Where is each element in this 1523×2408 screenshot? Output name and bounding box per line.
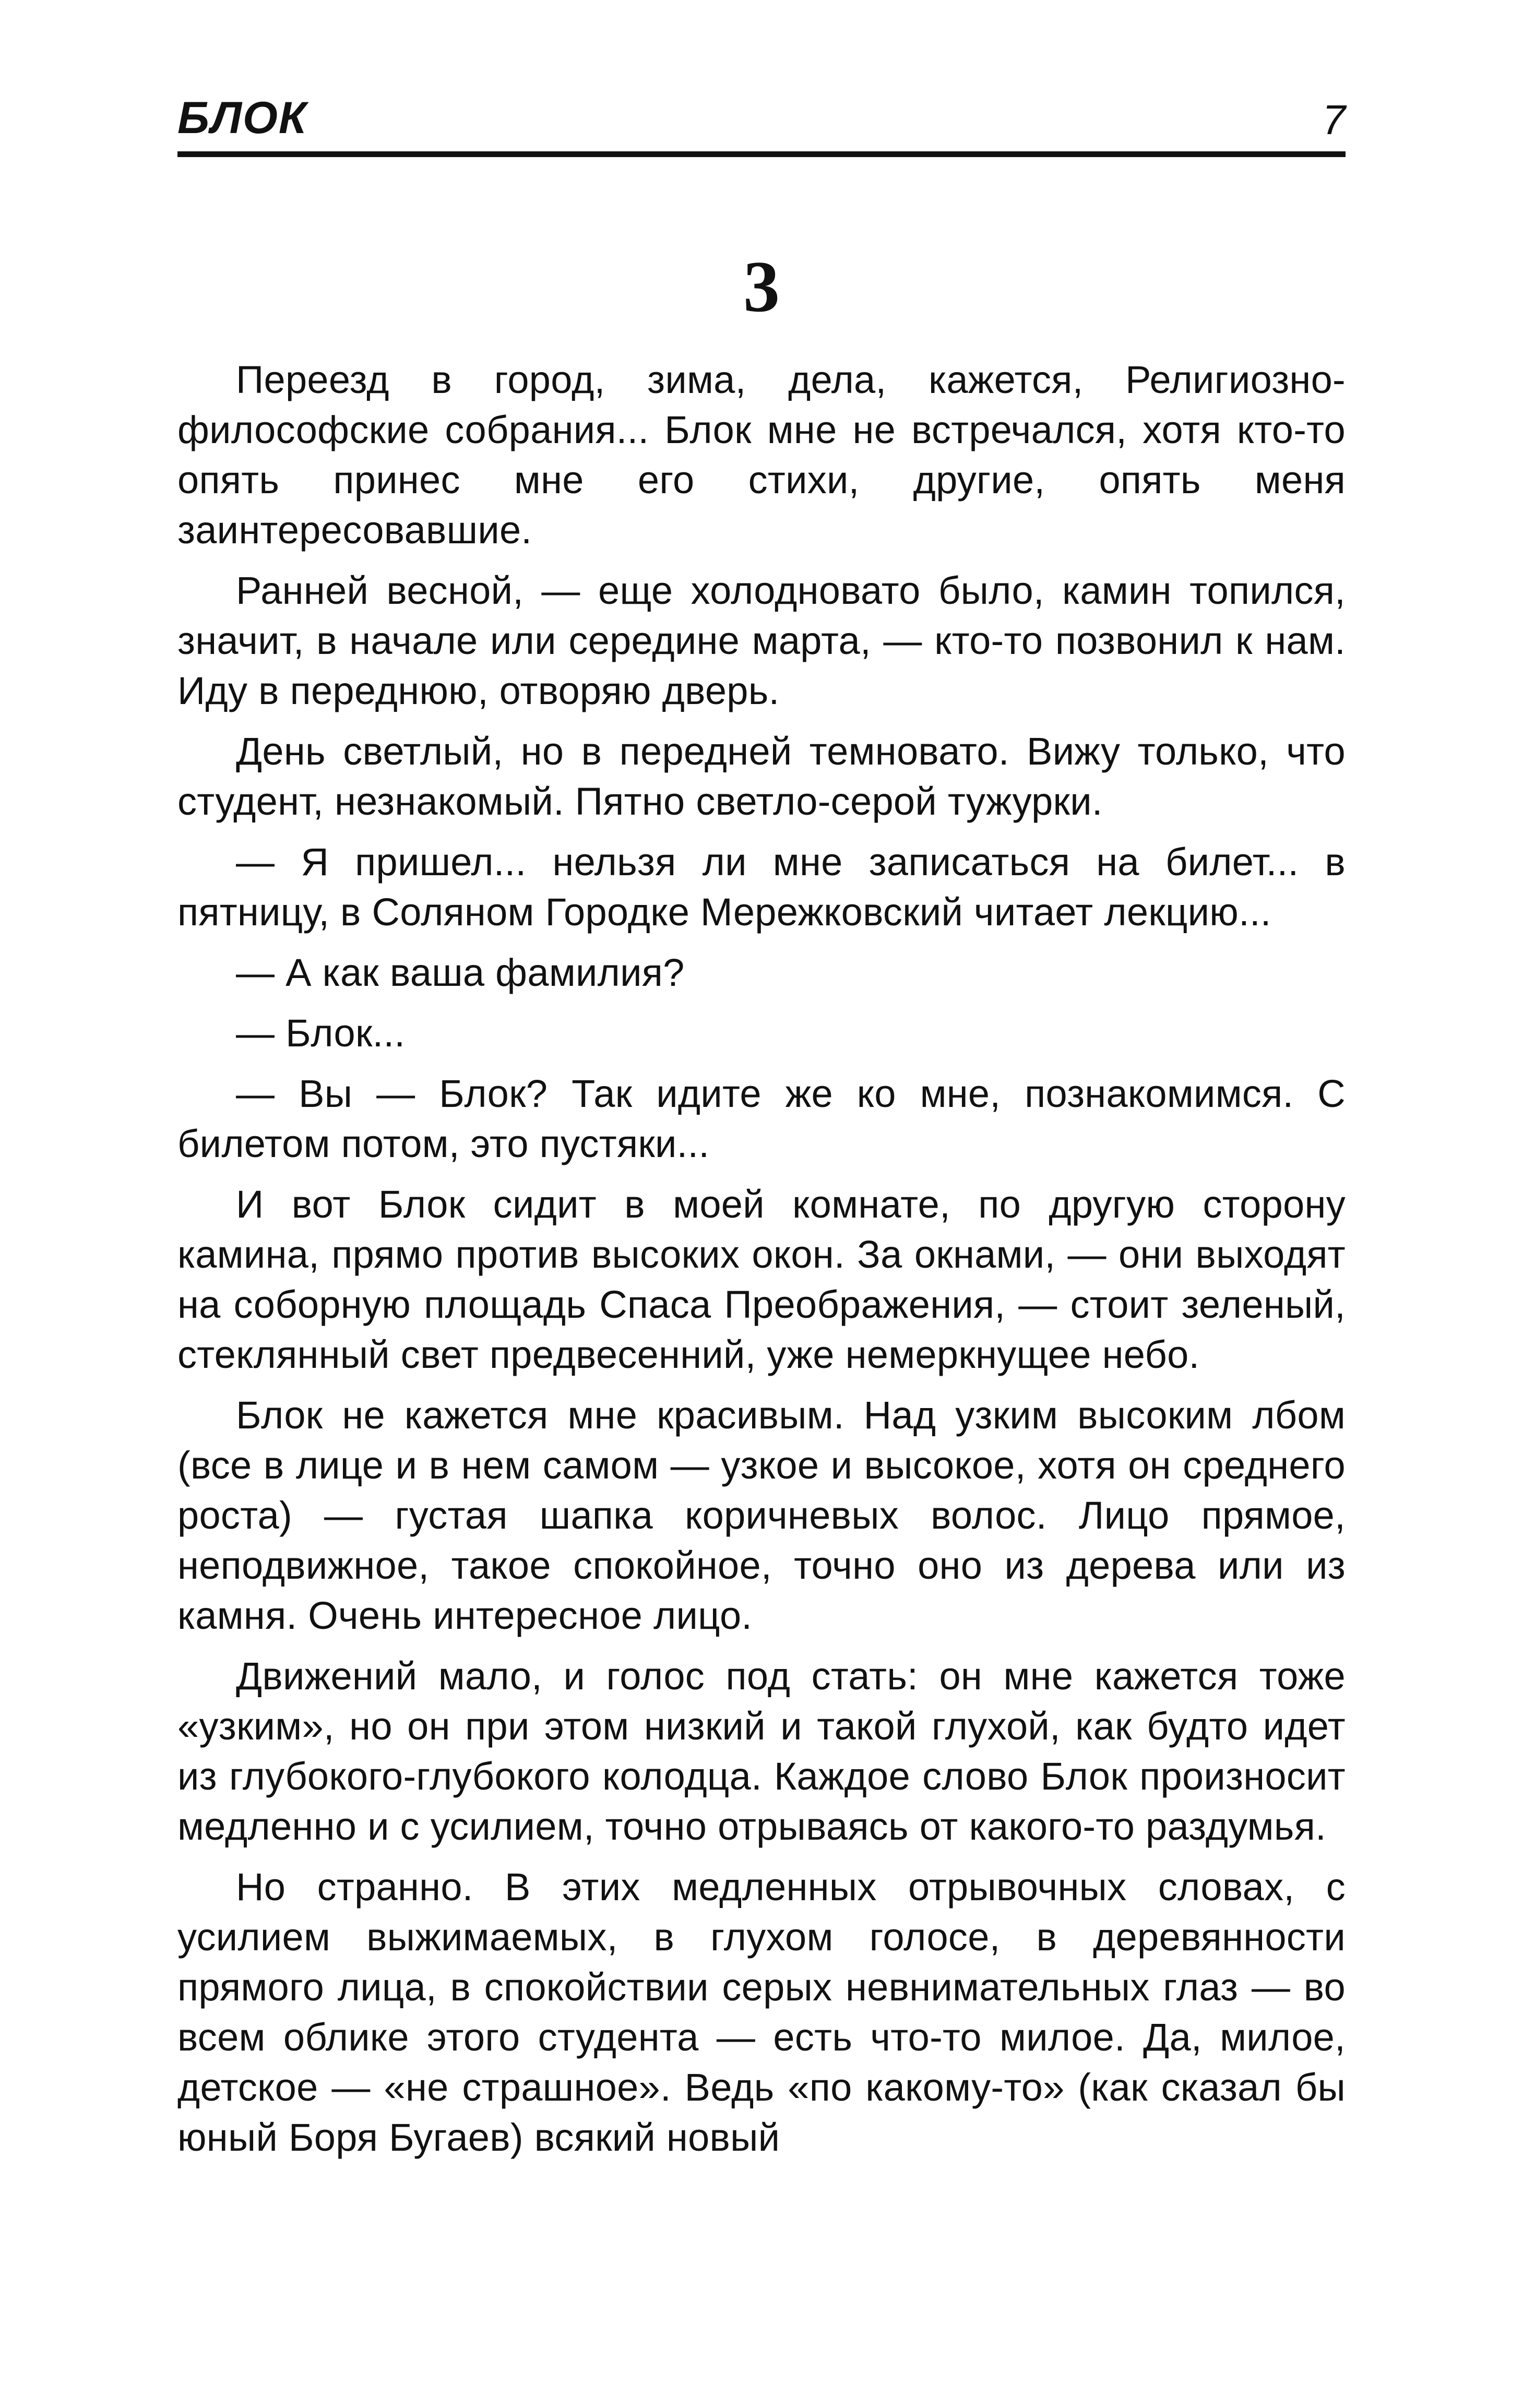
paragraph: Переезд в город, зима, дела, кажется, Религиозно-философские собрания... Блок мне не встречался, хотя кто-то опять принес мне его стихи, другие, опять меня заинтересовавшие. [177,358,1346,552]
dialogue-line: — Блок... [236,1011,406,1055]
dialogue-line: — Вы — Блок? Так идите же ко мне, познакомимся. С билетом потом, это пустяки... [177,1072,1346,1165]
paragraph: Ранней весной, — еще холодновато было, камин топился, значит, в начале или середине марта, — кто-то позвонил к нам. Иду в переднюю, отворяю дверь. [177,569,1346,712]
dialogue-line: — Я пришел... нельзя ли мне записаться на билет... в пятницу, в Соляном Городке Мережковский читает лекцию... [177,840,1346,934]
paragraph: И вот Блок сидит в моей комнате, по другую сторону камина, прямо против высоких окон. За окнами, — они выходят на соборную площадь Спаса Преображения, — стоит зеленый, стеклянный свет предвесенний, уже немеркнущее небо. [177,1183,1346,1376]
chapter-number: 3 [743,246,780,327]
running-header [177,93,1346,157]
paragraph: День светлый, но в передней темновато. Вижу только, что студент, незнакомый. Пятно светло-серой тужурки. [177,730,1346,823]
paragraph: Движений мало, и голос под стать: он мне кажется тоже «узким», но он при этом низкий и такой глухой, как будто идет из глубокого-глубокого колодца. Каждое слово Блок произносит медленно и с усилием, точно отрываясь от какого-то раздумья. [177,1654,1346,1848]
paragraph: Блок не кажется мне красивым. Над узким высоким лбом (все в лице и в нем самом — узкое и высокое, хотя он среднего роста) — густая шапка коричневых волос. Лицо прямое, неподвижное, такое спокойное, точно оно из дерева или из камня. Очень интересное лицо. [177,1393,1346,1637]
dialogue-line: — А как ваша фамилия? [236,951,685,994]
running-title: БЛОК [177,93,307,143]
paragraph: Но странно. В этих медленных отрывочных словах, с усилием выжимаемых, в глухом голосе, в деревянности прямого лица, в спокойствии серых невнимательных глаз — во всем облике этого студента — есть что-то милое. Да, милое, детское — «не страшное». Ведь «по какому-то» (как сказал бы юный Боря Бугаев) всякий новый [177,1865,1346,2159]
page-number: 7 [1322,97,1346,143]
body-text [177,355,1346,2173]
